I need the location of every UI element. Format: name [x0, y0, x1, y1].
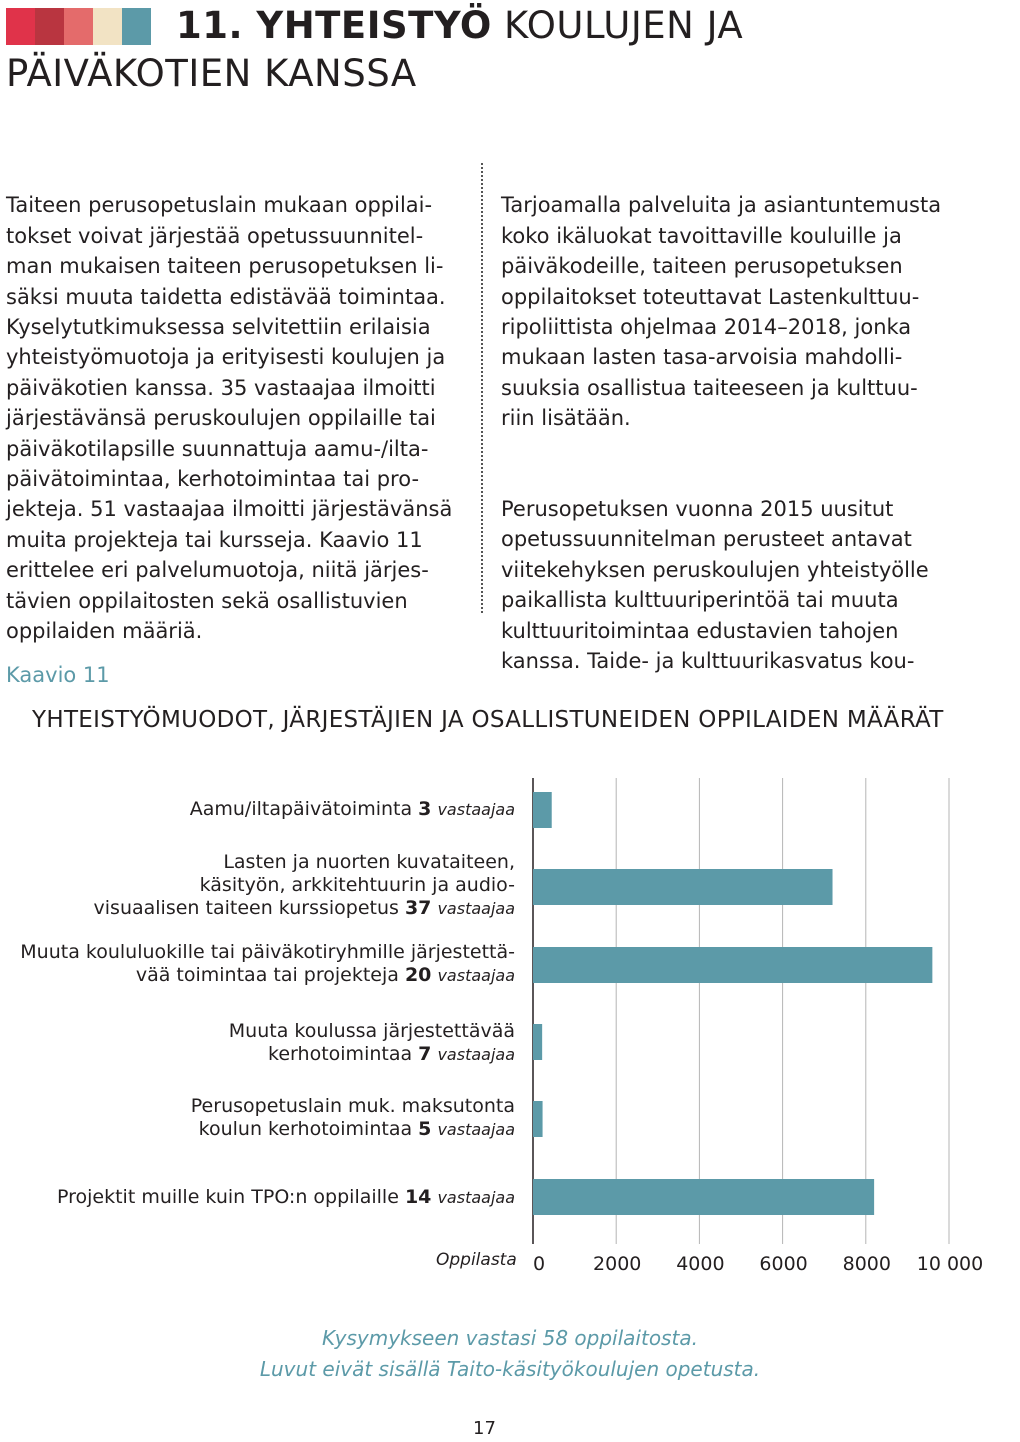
- respondent-count: 14: [404, 1186, 432, 1208]
- chart-title: YHTEISTYÖMUODOT, JÄRJESTÄJIEN JA OSALLISTUNEIDEN OPPILAIDEN MÄÄRÄT: [32, 707, 944, 733]
- category-label-text: vää toimintaa tai projekteja: [135, 964, 399, 986]
- category-label-text: kerhotoimintaa: [268, 1043, 413, 1065]
- bar-1: [533, 792, 552, 828]
- category-label-text: Muuta koulussa järjestettävää: [228, 1020, 515, 1042]
- respondent-count: 5: [418, 1118, 432, 1140]
- note-exclusion: Luvut eivät sisällä Taito-käsityökoulujen opetusta.: [259, 1357, 761, 1381]
- respondent-unit: vastaajaa: [437, 899, 515, 918]
- bar-2: [533, 869, 833, 905]
- title-rest: KOULUJEN JA: [491, 4, 744, 47]
- category-label-text: Muuta koululuokille tai päiväkotiryhmille järjestettä-: [20, 941, 515, 963]
- respondent-count: 20: [404, 964, 432, 986]
- x-tick-label: 6000: [759, 1253, 808, 1275]
- respondent-unit: vastaajaa: [437, 1188, 515, 1207]
- bar-6: [533, 1179, 874, 1215]
- title-number: 11. YHTEISTYÖ: [176, 4, 492, 47]
- category-label-text: koulun kerhotoimintaa: [198, 1118, 413, 1140]
- respondent-unit: vastaajaa: [437, 966, 515, 985]
- x-tick-label: 2000: [593, 1253, 642, 1275]
- category-label: [20, 941, 515, 987]
- x-tick-label: 8000: [842, 1253, 891, 1275]
- category-label: [229, 1020, 515, 1066]
- x-axis-label: Oppilasta: [436, 1250, 517, 1270]
- bar-3: [533, 947, 932, 983]
- chart-label: Kaavio 11: [6, 663, 110, 687]
- x-tick-label: 4000: [676, 1253, 725, 1275]
- category-label: [190, 798, 515, 821]
- respondent-unit: vastaajaa: [437, 1120, 515, 1139]
- body-right-paragraph-1: Tarjoamalla palveluita ja asiantuntemusta koko ikäluokat tavoittaville kouluille ja päiväkodeille, taiteen perusopetuksen oppilaitokset toteuttavat Lastenkulttuu- ripoliittista ohjelmaa 2014–2018, jonka mukaan lasten tasa-arvoisia mahdolli- suuksia osallistua taiteeseen ja kulttuu- riin lisätään.: [501, 193, 942, 431]
- respondent-count: 7: [418, 1043, 432, 1065]
- category-label-text: Perusopetuslain muk. maksutonta: [190, 1095, 515, 1117]
- respondent-count: 37: [404, 897, 432, 919]
- page-title-line2: PÄIVÄKOTIEN KANSSA: [6, 52, 417, 95]
- body-left-paragraph: Taiteen perusopetuslain mukaan oppilai- tokset voivat järjestää opetussuunnitel- man mukaisen taiteen perusopetuksen li- säksi muuta taidetta edistävää toimintaa. Kyselytutkimuksessa selvitettiin erilaisia yhteistyömuotoja ja erityisesti koulujen ja päiväkotien kanssa. 35 vastaajaa ilmoitti järjestävänsä peruskoulujen oppilaille tai päiväkotilapsille suunnattuja aamu-/ilta- päivätoimintaa, kerhotoimintaa tai pro- jekteja. 51 vastaajaa ilmoitti järjestävänsä muita projekteja tai kursseja. Kaavio 11 erittelee eri palvelumuotoja, niitä järjes- tävien oppilaitosten sekä osallistuvien oppilaiden määriä.: [6, 193, 453, 644]
- category-label: [94, 851, 515, 920]
- respondent-unit: vastaajaa: [437, 800, 515, 819]
- note-respondents: Kysymykseen vastasi 58 oppilaitosta.: [322, 1326, 698, 1350]
- body-right-paragraph-2: Perusopetuksen vuonna 2015 uusitut opetussuunnitelman perusteet antavat viitekehyksen peruskoulujen yhteistyölle paikallista kulttuuriperintöä tai muuta kulttuuritoimintaa edustavien tahojen kanssa. Taide- ja kulttuurikasvatus kou-: [501, 497, 929, 674]
- page-number: 17: [473, 1418, 496, 1439]
- respondent-unit: vastaajaa: [437, 1045, 515, 1064]
- category-label-text: Aamu/iltapäivätoiminta: [189, 798, 413, 820]
- bar-5: [533, 1101, 543, 1137]
- bar-4: [533, 1024, 542, 1060]
- category-label: [191, 1095, 515, 1141]
- category-label-text: Lasten ja nuorten kuvataiteen,: [223, 851, 515, 873]
- x-tick-label: 10 000: [916, 1253, 984, 1275]
- category-label-text: visuaalisen taiteen kurssiopetus: [93, 897, 399, 919]
- category-label-text: käsityön, arkkitehtuurin ja audio-: [199, 874, 515, 896]
- respondent-count: 3: [418, 798, 432, 820]
- category-label-text: Projektit muille kuin TPO:n oppilaille: [56, 1186, 399, 1208]
- category-label: [57, 1186, 515, 1209]
- x-tick-label: 0: [533, 1253, 546, 1275]
